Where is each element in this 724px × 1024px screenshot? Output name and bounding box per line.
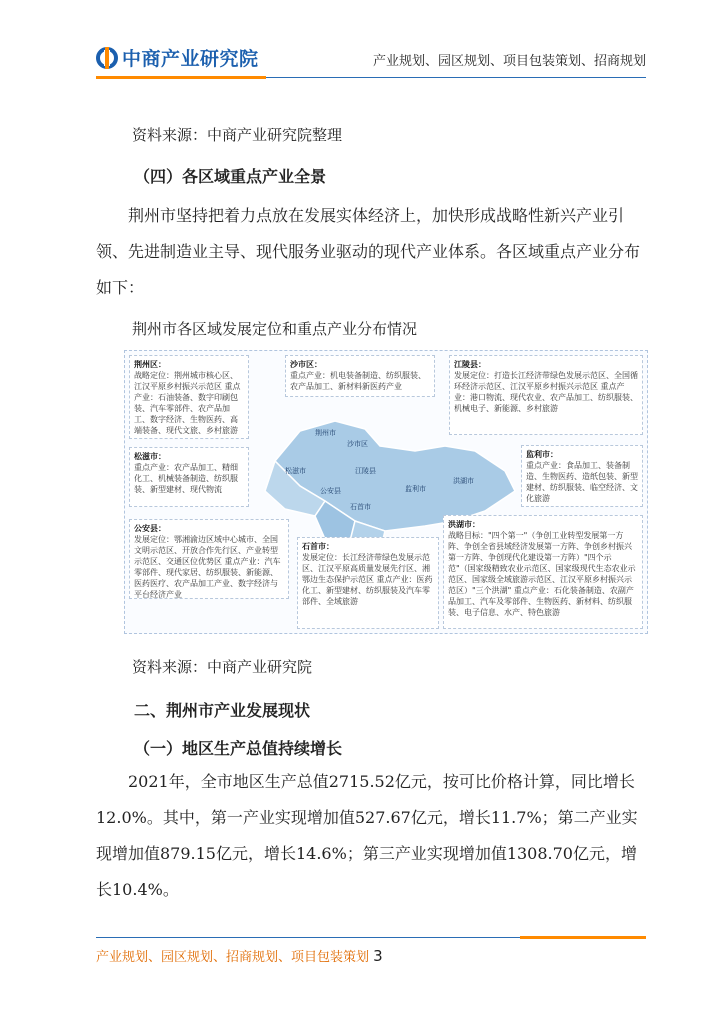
logo-text: 中商产业研究院 <box>122 48 259 70</box>
region-box: 江陵县： 发展定位：打造长江经济带绿色发展示范区、全国循环经济示范区、江汉平原乡村振兴示范区 重点产业：港口物流、现代农业、农产品加工、纺织服装、机械电子、新能源、乡村旅游 <box>449 355 643 435</box>
region-label: 沙市区 <box>347 440 368 448</box>
region-map-figure <box>124 350 648 634</box>
region-box: 石首市： 发展定位：长江经济带绿色发展示范区、江汉平原高质量发展先行区、湘鄂边生态保护示范区 重点产业：医药化工、新型建材、纺织服装及汽车零部件、全域旅游 <box>297 537 439 629</box>
paragraph: 荆州市坚持把着力点放在发展实体经济上，加快形成战略性新兴产业引领、先进制造业主导、现代服务业驱动的现代产业体系。各区域重点产业分布如下： <box>96 206 641 297</box>
header-tagline: 产业规划、园区规划、项目包装策划、招商规划 <box>372 54 646 69</box>
region-label: 监利市 <box>405 485 426 493</box>
region-label: 石首市 <box>350 503 371 511</box>
header-divider <box>96 76 646 79</box>
region-box: 松滋市： 重点产业：农产品加工、精细化工、机械装备制造、纺织服装、新型建材、现代物流 <box>129 447 249 507</box>
subsection-heading: （一）地区生产总值持续增长 <box>134 739 343 758</box>
region-label: 荆州市 <box>315 429 336 437</box>
region-box: 洪湖市： 战略目标："四个第一"（争创工业转型发展第一方阵、争创全省县域经济发展第一方阵、争创乡村振兴第一方阵、争创现代化建设第一方阵）"四个示范"（国家级精致农业示范区、国家级现代生态农业示范区、国家级全域旅游示范区、江汉平原乡村振兴示范区）"三个洪湖" 重点产业：石化装备制造、农副产品加工、汽车及零部件、生物医药、新材料、纺织服装、电子信息、水产、特色旅游 <box>443 515 643 629</box>
source-note: 资料来源：中商产业研究院 <box>132 658 313 676</box>
logo-icon <box>96 47 118 69</box>
region-box: 荆州区： 战略定位：荆州城市核心区、江汉平原乡村振兴示范区 重点产业：石油装备、数字印刷包装、汽车零部件、农产品加工、数字经济、生物医药、高端装备、现代文旅、乡村旅游 <box>129 355 249 439</box>
footer-divider <box>96 936 646 939</box>
region-label: 洪湖市 <box>453 477 474 485</box>
region-label: 松滋市 <box>285 467 306 475</box>
section-heading: 二、荆州市产业发展现状 <box>134 701 311 720</box>
paragraph: 2021年，全市地区生产总值2715.52亿元，按可比价格计算，同比增长12.0%。其中，第一产业实现增加值527.67亿元，增长11.7%；第二产业实现增加值879.15亿元，增长14.6%；第三产业实现增加值1308.70亿元，增长10.4%。 <box>96 772 638 899</box>
page-footer <box>96 946 383 965</box>
footer-text: 产业规划、园区规划、招商规划、项目包装策划 <box>96 950 370 965</box>
region-box: 公安县： 发展定位：鄂湘渝边区域中心城市、全国文明示范区、开放合作先行区、产业转型示范区、交通区位优势区 重点产业：汽车零部件、现代家居、纺织服装、新能源、医药医疗、农产品加工产业、数字经济与平台经济产业 <box>129 519 289 599</box>
page-number: 3 <box>373 947 383 965</box>
region-label: 公安县 <box>320 487 341 495</box>
logo <box>96 44 259 71</box>
region-box: 沙市区： 重点产业：机电装备制造、纺织服装、农产品加工、新材料新医药产业 <box>285 355 435 397</box>
section-heading: （四）各区域重点产业全景 <box>134 167 327 186</box>
figure-title: 荆州市各区域发展定位和重点产业分布情况 <box>132 320 418 338</box>
region-label: 江陵县 <box>355 467 376 475</box>
region-box: 监利市： 重点产业：食品加工、装备制造、生物医药、造纸包装、新型建材、纺织服装、临空经济、文化旅游 <box>521 445 643 507</box>
page-header <box>0 0 724 80</box>
source-note: 资料来源：中商产业研究院整理 <box>132 126 343 144</box>
